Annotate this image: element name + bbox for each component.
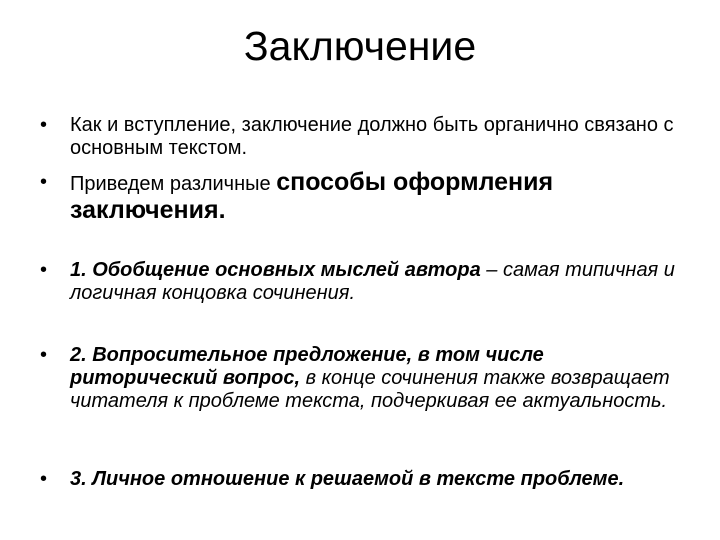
bullet-text (70, 167, 690, 225)
bullet-text: Как и вступление, заключение должно быть органично связано с основным текстом. (70, 114, 674, 159)
bullet-item-3 (40, 259, 690, 305)
bullet-text (70, 468, 690, 491)
bullet-dot: • (40, 171, 48, 193)
slide-title: Заключение (243, 23, 477, 69)
bullet-item-5 (40, 468, 690, 491)
bullet-emphasis-text: способы оформления (276, 168, 554, 196)
bullet-text (70, 259, 690, 305)
bullet-item-4 (40, 344, 690, 413)
bullet-italic-text: – самая типичная и логичная концовка сочинения. (70, 259, 675, 304)
bullet-bold-italic-text: 3. Личное отношение к решаемой в тексте проблеме. (70, 468, 625, 490)
bullet-item-1 (40, 114, 690, 160)
bullet-dot: • (40, 259, 48, 281)
bullet-italic-text: в конце сочинения также возвращает читателя к проблеме текста, подчеркивая ее актуальность. (70, 367, 670, 412)
bullet-item-2 (40, 167, 690, 225)
bullet-lead-text: Приведем различные (70, 173, 277, 195)
bullet-bold-italic-text: 2. Вопросительное предложение, в том числе риторический вопрос, (70, 344, 544, 389)
bullet-dot: • (40, 468, 48, 490)
bullet-dot: • (40, 114, 48, 136)
bullet-bold-italic-text: 1. Обобщение основных мыслей автора (70, 259, 481, 281)
bullet-dot: • (40, 344, 48, 366)
bullet-emphasis-text-continued: заключения. (70, 196, 226, 224)
bullet-text (70, 344, 690, 413)
